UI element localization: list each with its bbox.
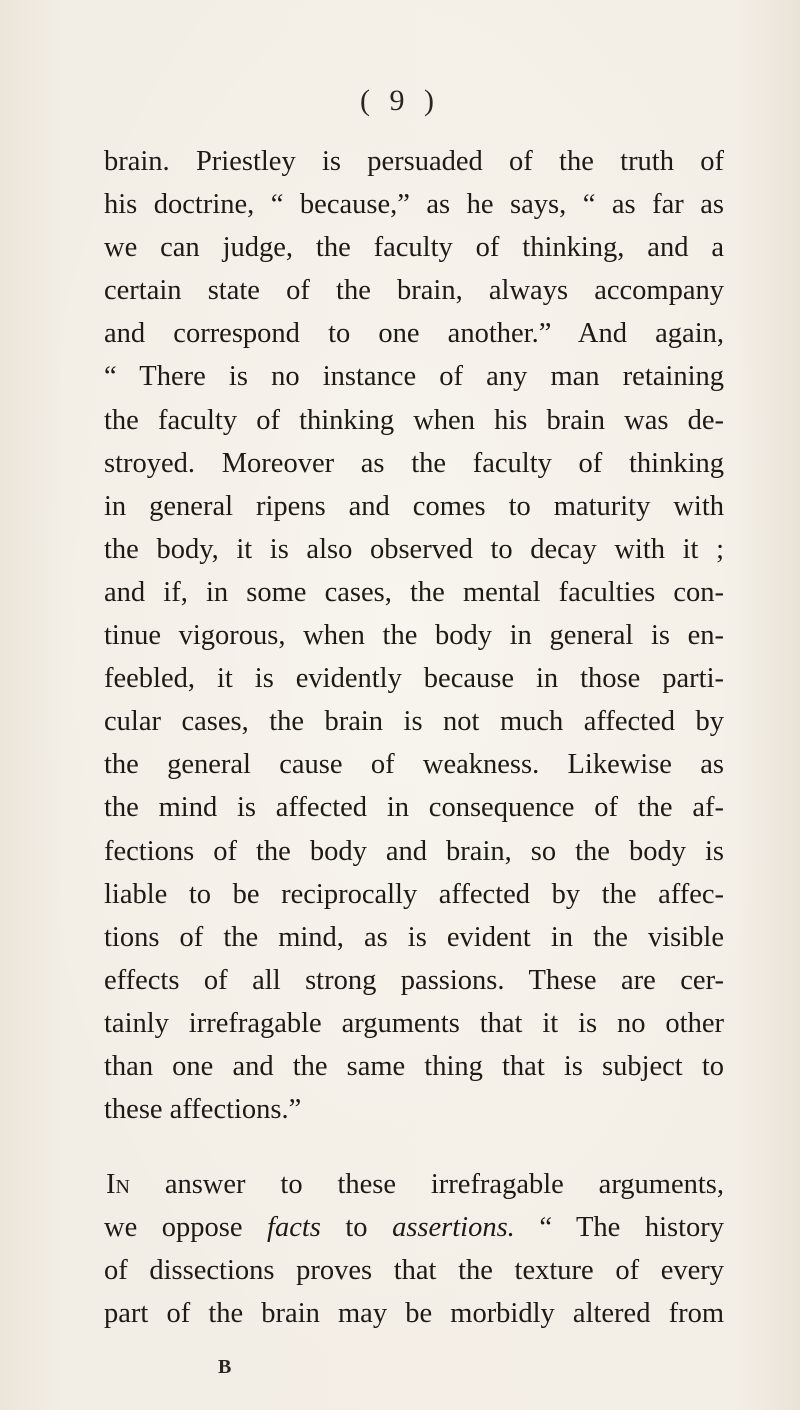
text-line: tainly irrefragable arguments that it is no other <box>104 1007 724 1039</box>
text-line: and correspond to one another.” And again, <box>104 318 724 350</box>
text-line: his doctrine, “ because,” as he says, “ as far as <box>104 189 724 221</box>
text-line: liable to be reciprocally affected by the affec- <box>104 878 724 910</box>
text-line: cular cases, the brain is not much affected by <box>104 706 724 738</box>
text-line: tinue vigorous, when the body in general is en- <box>104 620 724 652</box>
page-number: ( 9 ) <box>360 84 440 117</box>
text-line: fections of the body and brain, so the body is <box>104 835 724 867</box>
text-line: of dissections proves that the texture of every <box>104 1255 724 1287</box>
text-span: we oppose <box>104 1212 268 1244</box>
body-text <box>104 140 724 1336</box>
text-line: the faculty of thinking when his brain was de- <box>104 404 724 436</box>
text-line: and if, in some cases, the mental faculties con- <box>104 576 724 608</box>
text-line: stroyed. Moreover as the faculty of thinking <box>104 447 724 479</box>
text-line: the body, it is also observed to decay with it ; <box>104 533 724 565</box>
text-line: than one and the same thing that is subject to <box>104 1050 724 1082</box>
paragraph-2 <box>104 1163 724 1335</box>
text-line <box>104 1163 724 1206</box>
paragraph-gap <box>104 1131 724 1163</box>
signature-mark: B <box>218 1356 232 1378</box>
italic-word: assertions. <box>392 1212 515 1244</box>
text-span: to <box>320 1212 393 1244</box>
text-line: certain state of the brain, always accompany <box>104 275 724 307</box>
text-line: effects of all strong passions. These are cer- <box>104 964 724 996</box>
text-span: “ The history <box>514 1212 724 1244</box>
lead-word: In <box>106 1169 130 1201</box>
text-line: part of the brain may be morbidly altered from <box>104 1298 724 1330</box>
text-line <box>104 1206 724 1249</box>
text-line: these affections.” <box>104 1094 302 1126</box>
text-span: answer to these irrefragable arguments, <box>129 1169 724 1201</box>
text-line: we can judge, the faculty of thinking, and a <box>104 232 724 264</box>
text-line: the mind is affected in consequence of the af- <box>104 792 724 824</box>
italic-word: facts <box>267 1212 321 1244</box>
text-line: feebled, it is evidently because in those parti- <box>104 663 724 695</box>
text-line: tions of the mind, as is evident in the visible <box>104 921 724 953</box>
text-line: the general cause of weakness. Likewise as <box>104 749 724 781</box>
text-line: brain. Priestley is persuaded of the truth of <box>104 146 724 177</box>
text-line: in general ripens and comes to maturity with <box>104 490 724 522</box>
text-line: “ There is no instance of any man retaining <box>104 361 724 393</box>
paragraph-1 <box>104 140 724 1131</box>
